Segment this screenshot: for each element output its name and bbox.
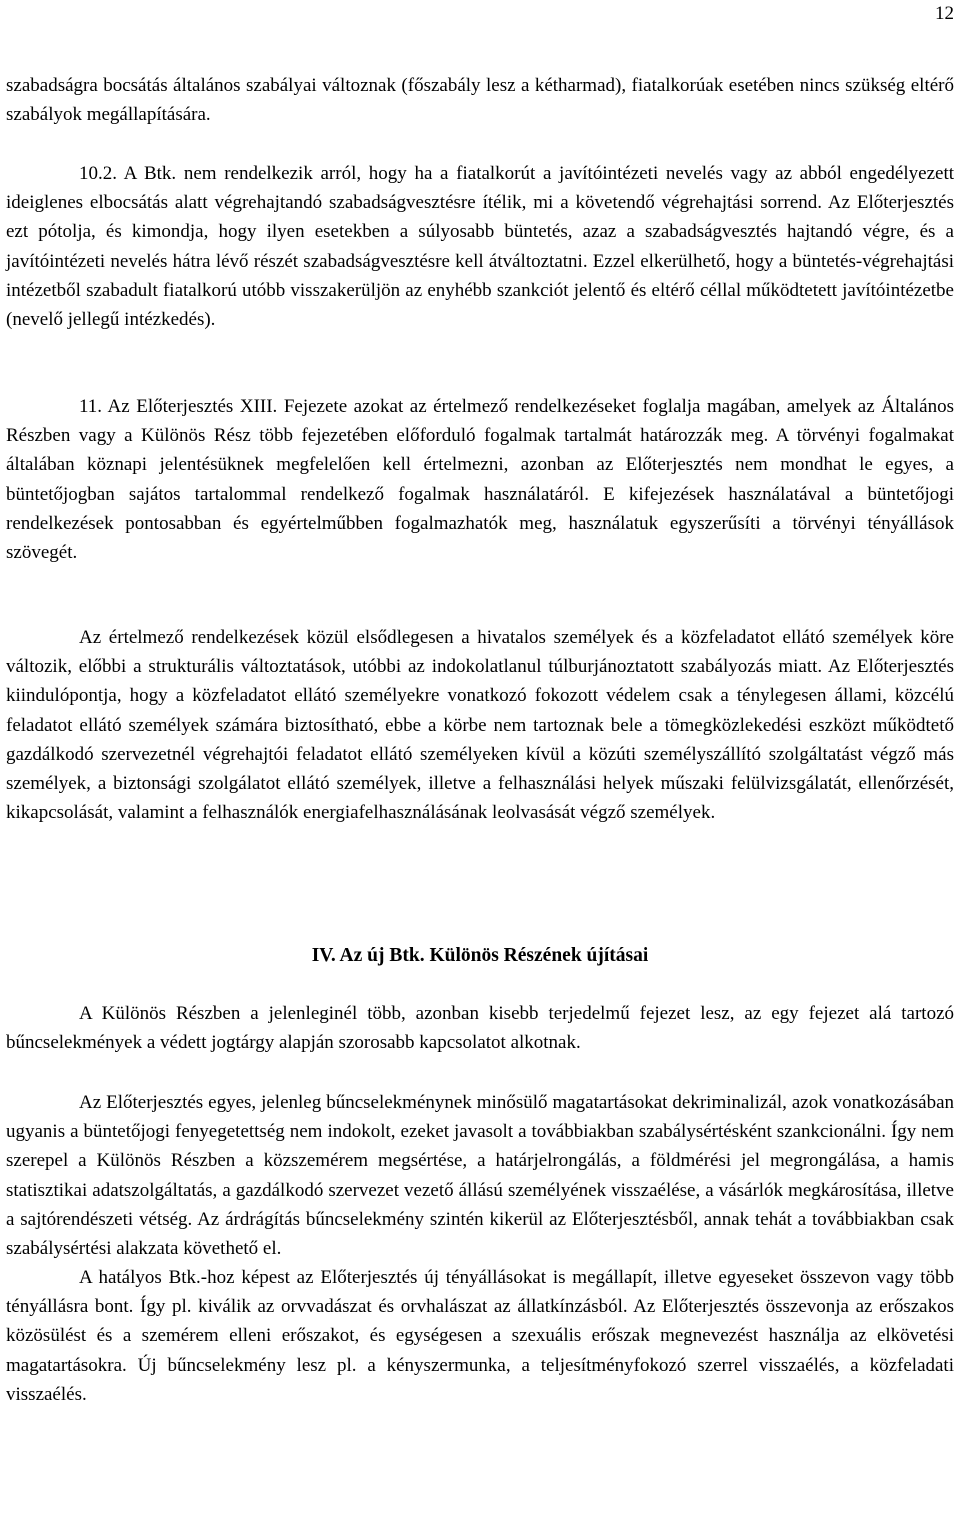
paragraph-continuation: szabadságra bocsátás általános szabályai változnak (főszabály lesz a kétharmad), fiatalkorúak esetében nincs szükség eltérő szabályok megállapítására. [6, 75, 954, 126]
paragraph-10-2: 10.2. A Btk. nem rendelkezik arról, hogy ha a fiatalkorút a javítóintézeti nevelés vagy az abból engedélyezett ideiglenes elbocsátás alatt végrehajtandó szabadságvesztésre ítélik, mi a követendő végrehajtási sorrend. Az Előterjesztés ezt pótolja, és kimondja, hogy ilyen esetekben a súlyosabb büntetés, azaz a szabadságvesztés hajtandó végre, és a javítóintézeti nevelés hátra lévő részét szabadságvesztésre kell átváltoztatni. Ezzel elkerülhető, hogy a büntetés-végrehajtási intézetből szabadult fiatalkorú utóbb visszakerüljön az enyhébb szankciót jelentő és eltérő céllal működtetett javítóintézetbe (nevelő jellegű intézkedés). [6, 163, 954, 331]
paragraph-11-text: Az Előterjesztés XIII. Fejezete azokat az értelmező rendelkezéseket foglalja magában, amelyek az Általános Részben vagy a Különös Rész több fejezetében előforduló fogalmak tartalmát határozzák meg. A törvényi fogalmakat általában köznapi jelentésüknek megfelelően kell értelmezni, azonban az Előterjesztés nem mondhat le egyes, a büntetőjogban sajátos tartalommal rendelkező fogalmak használatáról. E kifejezések használatával a büntetőjogi rendelkezések pontosabban és egyértelműbben fogalmazhatók meg, használatuk egyszerűsíti a törvényi tényállások szövegét. [6, 396, 955, 564]
section-heading: IV. Az új Btk. Különös Részének újításai [311, 945, 649, 966]
paragraph-decriminalization: Az Előterjesztés egyes, jelenleg bűncselekménynek minősülő magatartásokat dekriminalizál, azok vonatkozásában ugyanis a büntetőjogi fenyegetettség nem indokolt, ezeket javasolt a továbbiakban szabálysértésként szankcionálni. Így nem szerepel a Különös Részben a közszemérem megsértése, a határjelrongálás, a földmérési jel megrongálása, a hamis statisztikai adatszolgáltatás, a gazdálkodó szervezet vezető állású személyének visszaélése, a vásárlók megkárosítása, illetve a sajtórendészeti vétség. Az árdrágítás bűncselekmény szintén kikerül az Előterjesztésből, annak tehát a továbbiakban csak szabálysértési alakzata követhető el. [6, 1092, 954, 1260]
paragraph-11 [6, 392, 954, 567]
paragraph-special-part: A Különös Részben a jelenleginél több, azonban kisebb terjedelmű fejezet lesz, az egy fejezet alá tartozó bűncselekmények a védett jogtárgy alapján szorosabb kapcsolatot alkotnak. [6, 1003, 954, 1054]
paragraph-new-offences: A hatályos Btk.-hoz képest az Előterjesztés új tényállásokat is megállapít, illetve egyeseket összevon vagy több tényállásra bont. Így pl. kiválik az orvvadászat és orvhalászat az állatkínzásból. Az Előterjesztés összevonja az erőszakos közösülést és a szemérem elleni erőszakot, és egységesen a szexuális erőszak megnevezést használja az elkövetési magatartásokra. Új bűncselekmény lesz pl. a kényszermunka, a teljesítményfokozó szerrel visszaélés, a közfeladati visszaélés. [6, 1267, 954, 1405]
page-number: 12 [935, 3, 954, 24]
paragraph-11-number: 11. [79, 396, 103, 417]
paragraph-interpretive-provisions: Az értelmező rendelkezések közül elsődlegesen a hivatalos személyek és a közfeladatot ellátó személyek köre változik, előbbi a strukturális változtatások, utóbbi az indokolatlanul túlburjánoztatott szabályozás miatt. Az Előterjesztés kiindulópontja, hogy a közfeladatot ellátó személyekre vonatkozó fokozott védelem csak a ténylegesen állami, közcélú feladatot ellátó személyek számára biztosítható, ebbe a körbe nem tartoznak bele a tömegközlekedési eszközt működtető gazdálkodó szervezetnél végrehajtói feladatot ellátó személyeken kívül a közúti személyszállító szolgáltatást végző más személyek, a biztonsági szolgálatot ellátó személyek, illetve a felhasználási helyek műszaki felülvizsgálatát, ellenőrzését, kikapcsolását, valamint a felhasználók energiafelhasználásának leolvasását végző személyek. [6, 627, 954, 824]
